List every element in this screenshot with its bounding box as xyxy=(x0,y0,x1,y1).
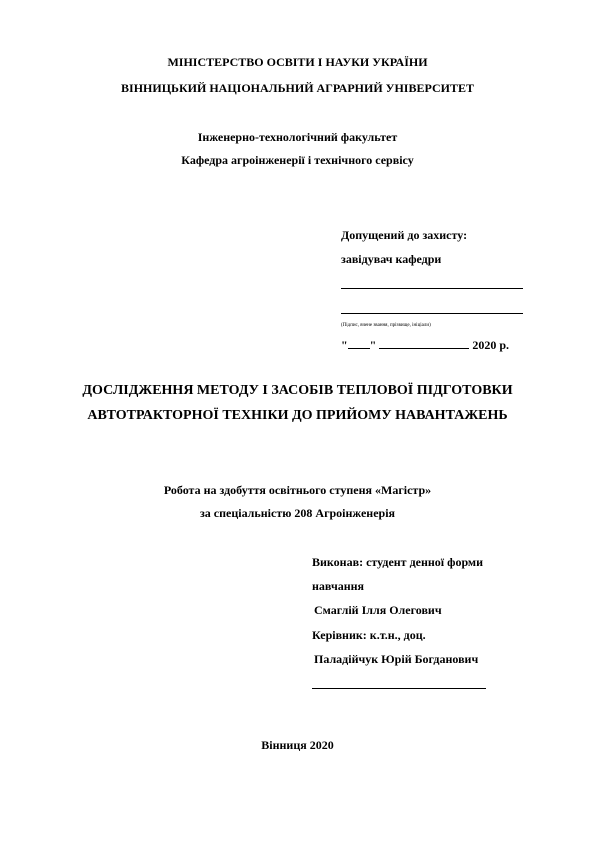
thesis-title-line-1: ДОСЛІДЖЕННЯ МЕТОДУ І ЗАСОБІВ ТЕПЛОВОЇ ПІДГОТОВКИ xyxy=(82,383,513,398)
performed-by-line-2: навчання xyxy=(312,579,365,593)
supervisor-label: Керівник: к.т.н., доц. xyxy=(312,628,426,642)
signature-line-1 xyxy=(341,288,523,289)
date-day-blank xyxy=(348,337,370,349)
date-month-blank xyxy=(379,337,469,349)
date-open-quote: " xyxy=(341,338,348,352)
university-heading: ВІННИЦЬКИЙ НАЦІОНАЛЬНИЙ АГРАРНИЙ УНІВЕРСИТЕТ xyxy=(121,81,474,95)
faculty-label: Інженерно-технологічний факультет xyxy=(197,130,398,144)
signature-caption: (Підпис, вчене звання, прізвище, ініціали) xyxy=(341,323,431,328)
city-year: Вінниця 2020 xyxy=(261,738,334,752)
performed-by-line-1: Виконав: студент денної форми xyxy=(312,555,484,569)
approval-date xyxy=(341,337,509,353)
signature-line-2 xyxy=(341,313,523,314)
supervisor-signature-line xyxy=(312,688,486,689)
student-name: Смаглій Ілля Олегович xyxy=(314,603,442,617)
supervisor-name: Паладійчук Юрій Богданович xyxy=(314,652,479,666)
thesis-title-line-2: АВТОТРАКТОРНОЇ ТЕХНІКИ ДО ПРИЙОМУ НАВАНТАЖЕНЬ xyxy=(87,408,508,423)
department-label: Кафедра агроінженерії і технічного сервісу xyxy=(181,153,414,167)
ministry-heading: МІНІСТЕРСТВО ОСВІТИ І НАУКИ УКРАЇНИ xyxy=(167,55,428,69)
admitted-label: Допущений до захисту: xyxy=(341,228,468,242)
date-year: 2020 р. xyxy=(472,338,510,352)
head-of-department-label: завідувач кафедри xyxy=(341,252,442,266)
date-close-quote: " xyxy=(369,338,377,352)
specialty-label: за спеціальністю 208 Агроінженерія xyxy=(199,506,396,520)
degree-label: Робота на здобуття освітнього ступеня «Магістр» xyxy=(163,483,432,497)
